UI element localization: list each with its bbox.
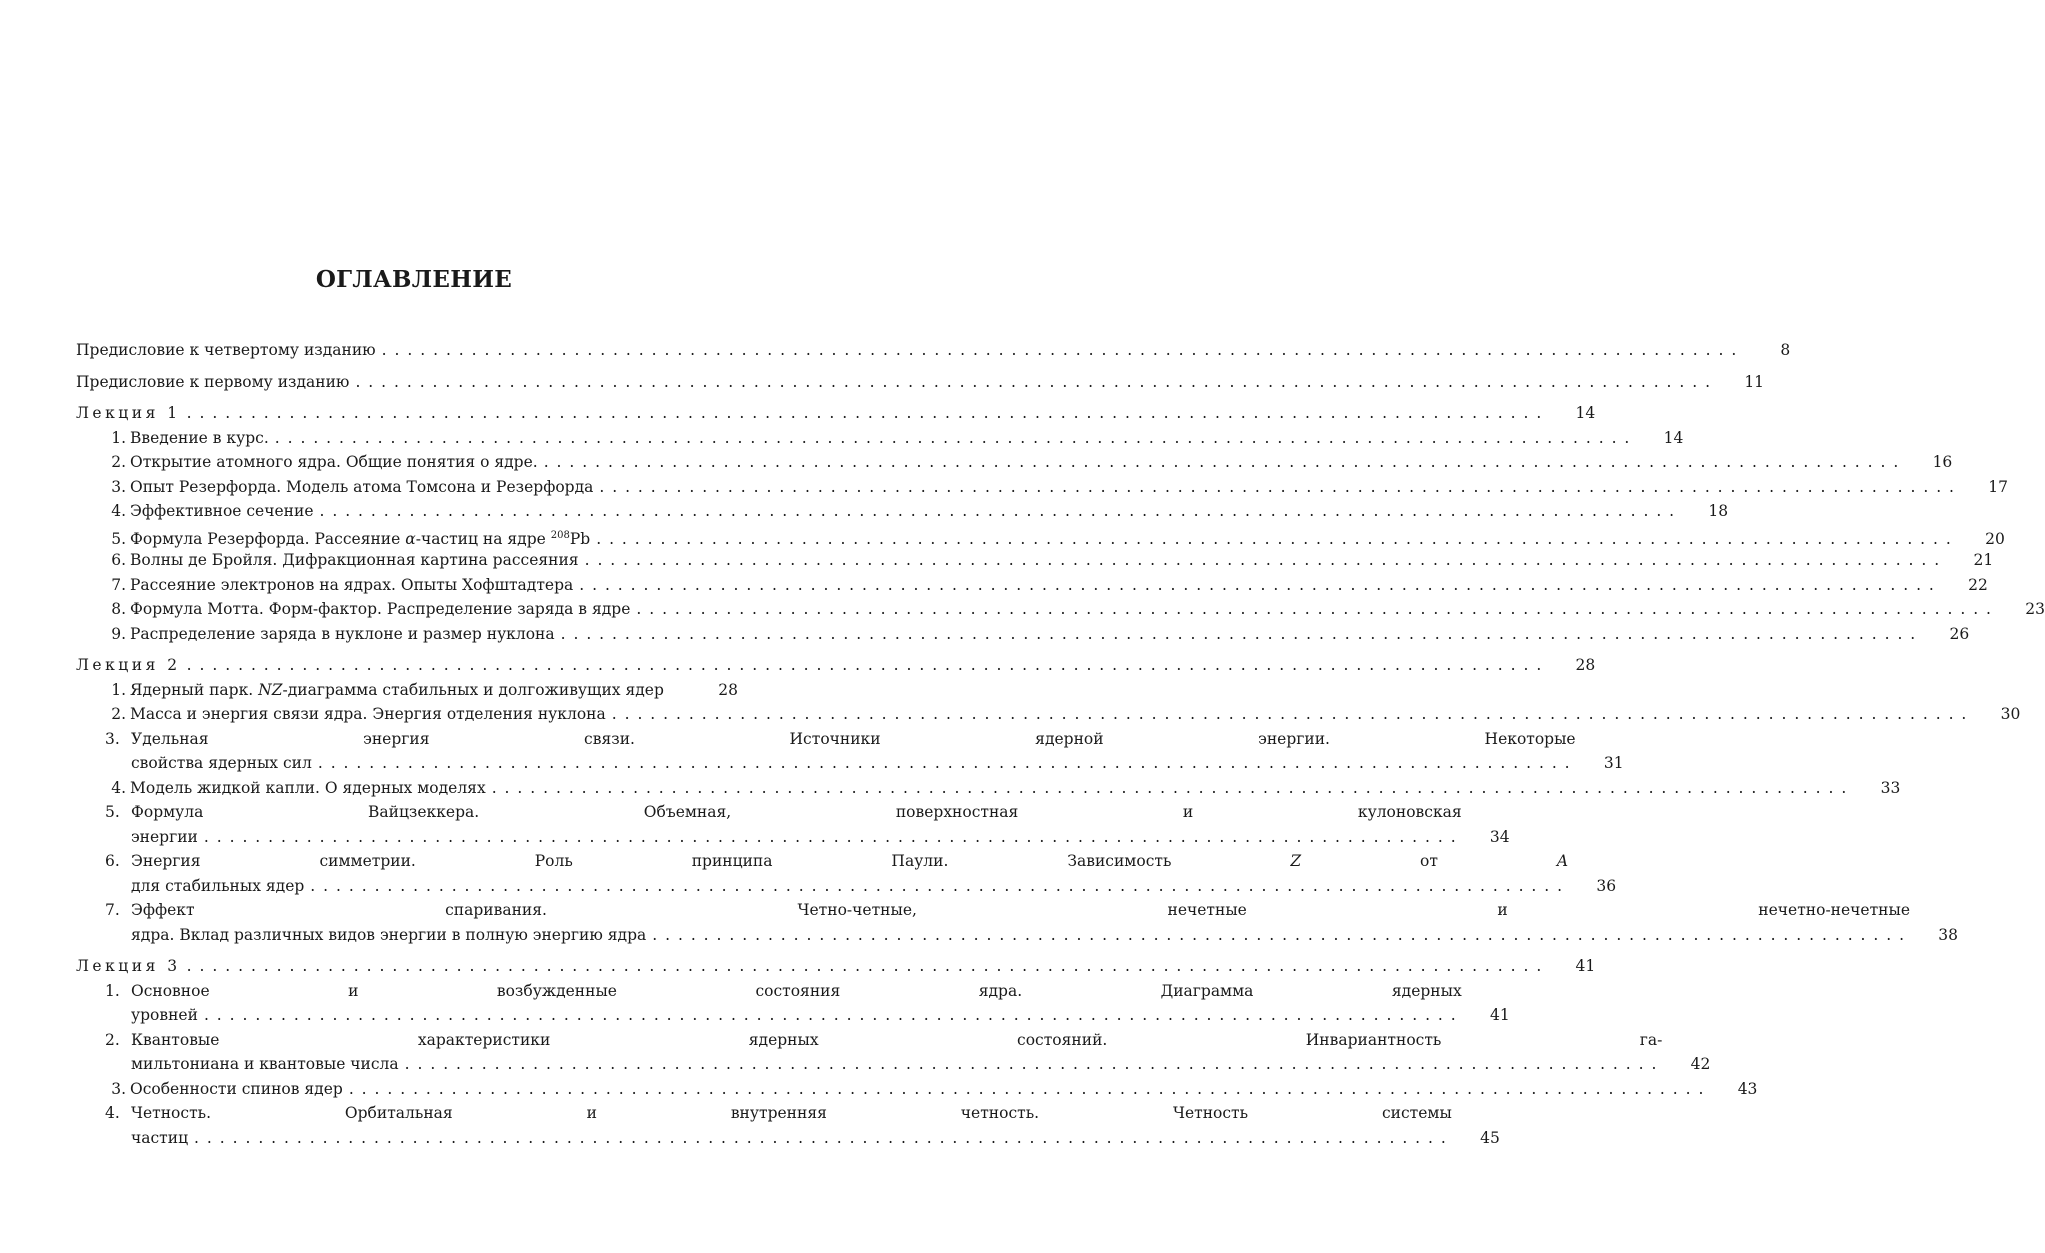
page-number: 18 — [1708, 502, 1729, 520]
entry-line-1 — [105, 898, 1910, 923]
toc-entry-2-4[interactable] — [76, 776, 1901, 801]
entry-label — [104, 1077, 343, 1102]
entry-label: Лекция 3 — [76, 957, 181, 975]
entry-text: Введение в курс. — [130, 428, 269, 447]
isotope-mass-number: 208 — [550, 529, 570, 541]
entry-text-continued: мильтониана и квантовые числа — [131, 1055, 399, 1073]
toc-entry-1-8[interactable] — [76, 597, 2045, 622]
page-number: 28 — [1575, 656, 1596, 674]
entry-line-2 — [105, 874, 1568, 899]
page-number: 26 — [1949, 624, 1970, 643]
entry-text-continued: частиц — [131, 1128, 189, 1147]
entry-line-1 — [105, 800, 1462, 825]
entry-text: Эффект спаривания. Четно-четные, нечетные и нечетно-нечетные — [131, 901, 1911, 919]
entry-text-continued: ядра. Вклад различных видов энергии в полную энергию ядра — [131, 925, 647, 944]
entry-number: 3. — [111, 1079, 126, 1098]
entry-number: 4. — [111, 502, 126, 520]
leader-dots — [349, 1077, 1704, 1102]
entry-number: 1. — [105, 981, 120, 1000]
entry-number: 2. — [105, 1030, 120, 1049]
entry-line-1 — [105, 849, 1568, 874]
entry-text: Рассеяние электронов на ядрах. Опыты Хофштадтера — [130, 575, 574, 594]
entry-text-continued: для стабильных ядер — [131, 876, 305, 895]
leader-dots — [187, 401, 1542, 426]
toc-entry-lecture-2[interactable] — [76, 653, 1596, 678]
entry-text: Опыт Резерфорда. Модель атома Томсона и Резерфорда — [130, 477, 594, 496]
entry-number: 2. — [111, 453, 126, 471]
toc-entry-1-1[interactable] — [76, 426, 1684, 451]
leader-dots — [405, 1052, 1657, 1077]
leader-dots — [492, 776, 1847, 801]
toc-entry-3-4[interactable] — [76, 1101, 1500, 1150]
entry-body — [105, 849, 1568, 898]
toc-entry-2-5[interactable] — [76, 800, 1510, 849]
page-number: 43 — [1737, 1079, 1758, 1098]
entry-number: 3. — [111, 477, 126, 496]
toc-entry-3-2[interactable] — [76, 1028, 1711, 1077]
page-number: 42 — [1690, 1055, 1711, 1073]
entry-line-2 — [105, 1126, 1452, 1151]
toc-entry-2-6[interactable] — [76, 849, 1617, 898]
entry-text: Особенности спинов ядер — [130, 1079, 343, 1098]
entry-line-2 — [105, 1052, 1662, 1077]
toc-entry-1-9[interactable] — [76, 622, 1970, 647]
toc-entry-1-6[interactable] — [76, 548, 1994, 573]
page-number: 20 — [1985, 529, 2005, 548]
page-number: 31 — [1603, 754, 1624, 772]
entry-number: 4. — [111, 778, 126, 797]
entry-text-pre: Ядерный парк. — [130, 680, 259, 699]
entry-text-mid: от — [1301, 852, 1557, 870]
z-symbol: Z — [1290, 852, 1302, 870]
element-symbol: Pb — [569, 529, 591, 548]
toc-entry-2-3[interactable] — [76, 727, 1624, 776]
leader-dots — [612, 702, 1967, 727]
toc-entry-preface-1[interactable] — [76, 370, 1765, 395]
entry-label — [104, 573, 573, 598]
leader-dots — [187, 954, 1542, 979]
entry-text-post: -диаграмма стабильных и долгоживущих ядер — [282, 680, 664, 699]
entry-number: 7. — [105, 901, 120, 919]
toc-entry-2-7[interactable] — [76, 898, 1959, 947]
leader-dots — [187, 653, 1542, 678]
page-number: 8 — [1780, 341, 1791, 359]
page-number: 17 — [1988, 477, 2008, 496]
entry-label — [104, 597, 630, 622]
entry-line-1 — [105, 1028, 1662, 1053]
entry-line-2 — [105, 751, 1576, 776]
entry-body — [105, 800, 1462, 849]
leader-dots — [636, 597, 1991, 622]
page-number: 36 — [1596, 876, 1617, 895]
entry-text: Открытие атомного ядра. Общие понятия о ядре. — [130, 453, 538, 471]
entry-label — [104, 450, 538, 475]
entry-text-pre: Формула Резерфорда. Рассеяние — [130, 529, 406, 548]
entry-text-pre: Энергия симметрии. Роль принципа Паули. Зависимость — [131, 852, 1291, 870]
page-number: 38 — [1938, 925, 1959, 944]
entry-number: 8. — [111, 600, 126, 618]
toc-entry-1-7[interactable] — [76, 573, 1988, 598]
toc-entry-1-4[interactable] — [76, 499, 1729, 524]
entry-number: 5. — [111, 529, 126, 548]
a-symbol: A — [1556, 852, 1569, 870]
page-number: 23 — [2025, 600, 2045, 618]
entry-label — [104, 499, 314, 524]
entry-body — [105, 1028, 1662, 1077]
entry-text: Квантовые характеристики ядерных состояний. Инвариантность га- — [131, 1030, 1663, 1049]
entry-number: 7. — [111, 575, 126, 594]
leader-dots — [204, 825, 1456, 850]
entry-text-continued: свойства ядерных сил — [131, 754, 312, 772]
page-number: 21 — [1973, 551, 1994, 569]
entry-text: Эффективное сечение — [130, 502, 314, 520]
entry-label: Предисловие к первому изданию — [76, 372, 350, 391]
leader-dots — [599, 475, 1954, 500]
toc-entry-1-3[interactable] — [76, 475, 2008, 500]
entry-number: 5. — [105, 803, 120, 821]
toc-entry-3-3[interactable] — [76, 1077, 1758, 1102]
entry-label: Предисловие к четвертому изданию — [76, 341, 376, 359]
entry-text: Масса и энергия связи ядра. Энергия отделения нуклона — [130, 705, 606, 723]
alpha-symbol: α — [405, 529, 416, 548]
table-of-contents — [76, 338, 2045, 1150]
entry-number: 6. — [105, 852, 120, 870]
leader-dots — [204, 1003, 1456, 1028]
entry-label — [104, 702, 606, 727]
toc-entry-1-5[interactable] — [76, 524, 2005, 549]
leader-dots — [194, 1126, 1446, 1151]
entry-number: 4. — [105, 1104, 120, 1122]
page-number: 41 — [1575, 957, 1596, 975]
entry-number: 2. — [111, 705, 126, 723]
leader-dots — [585, 548, 1940, 573]
toc-entry-2-1[interactable] — [76, 678, 738, 703]
page-number: 28 — [718, 680, 738, 699]
entry-number: 1. — [111, 680, 126, 699]
entry-body — [105, 898, 1910, 947]
page-number: 30 — [2000, 705, 2021, 723]
entry-number: 3. — [105, 729, 120, 748]
toc-entry-1-2[interactable] — [76, 450, 1953, 475]
leader-dots — [382, 338, 1737, 363]
entry-label — [104, 622, 555, 647]
page-number: 11 — [1744, 372, 1765, 391]
entry-text: Формула Вайцзеккера. Объемная, поверхностная и кулоновская — [131, 803, 1462, 821]
entry-body — [105, 1101, 1452, 1150]
entry-text: Распределение заряда в нуклоне и размер нуклона — [130, 624, 555, 643]
toc-title: ОГЛАВЛЕНИЕ — [315, 266, 513, 293]
entry-text-continued: уровней — [131, 1006, 198, 1024]
entry-line-1 — [105, 727, 1576, 752]
entry-label — [104, 678, 664, 703]
leader-dots — [561, 622, 1916, 647]
leader-dots — [310, 874, 1562, 899]
entry-body — [105, 727, 1576, 776]
entry-text: Основное и возбужденные состояния ядра. Диаграмма ядерных — [131, 981, 1462, 1000]
entry-text-continued: энергии — [131, 827, 198, 846]
entry-text: Четность. Орбитальная и внутренняя четность. Четность системы — [131, 1104, 1452, 1122]
leader-dots — [275, 426, 1630, 451]
entry-number: 6. — [111, 551, 126, 569]
entry-line-2 — [105, 825, 1462, 850]
entry-label — [104, 776, 486, 801]
page-number: 14 — [1575, 404, 1596, 422]
entry-line-1 — [105, 979, 1462, 1004]
toc-entry-lecture-3[interactable] — [76, 954, 1596, 979]
entry-number: 1. — [111, 428, 126, 447]
leader-dots — [544, 450, 1899, 475]
entry-text: Удельная энергия связи. Источники ядерной энергии. Некоторые — [131, 729, 1576, 748]
toc-entry-3-1[interactable] — [76, 979, 1510, 1028]
entry-line-2 — [105, 1003, 1462, 1028]
entry-line-1 — [105, 1101, 1452, 1126]
entry-label: Лекция 1 — [76, 404, 181, 422]
page-number: 33 — [1880, 778, 1901, 797]
page-number: 45 — [1480, 1128, 1500, 1147]
page-number: 16 — [1932, 453, 1953, 471]
leader-dots — [579, 573, 1934, 598]
leader-dots — [320, 499, 1675, 524]
entry-text: Модель жидкой капли. О ядерных моделях — [130, 778, 486, 797]
entry-label — [104, 524, 590, 552]
page-number: 22 — [1968, 575, 1988, 594]
entry-text: Формула Мотта. Форм-фактор. Распределение заряда в ядре — [130, 600, 631, 618]
page-number: 41 — [1489, 1006, 1510, 1024]
toc-entry-preface-4[interactable] — [76, 338, 1791, 363]
entry-label — [104, 548, 579, 573]
entry-label: Лекция 2 — [76, 656, 181, 674]
nz-symbol: NZ — [258, 680, 283, 699]
entry-line-2 — [105, 923, 1910, 948]
page-number: 14 — [1663, 428, 1684, 447]
entry-text-mid: -частиц на ядре — [415, 529, 551, 548]
entry-label — [104, 426, 269, 451]
toc-entry-lecture-1[interactable] — [76, 401, 1596, 426]
toc-entry-2-2[interactable] — [76, 702, 2021, 727]
leader-dots — [355, 370, 1710, 395]
leader-dots — [652, 923, 1904, 948]
entry-text: Волны де Бройля. Дифракционная картина рассеяния — [130, 551, 579, 569]
page-number: 34 — [1489, 827, 1510, 846]
entry-label — [104, 475, 593, 500]
entry-body — [105, 979, 1462, 1028]
entry-number: 9. — [111, 624, 126, 643]
leader-dots — [318, 751, 1570, 776]
